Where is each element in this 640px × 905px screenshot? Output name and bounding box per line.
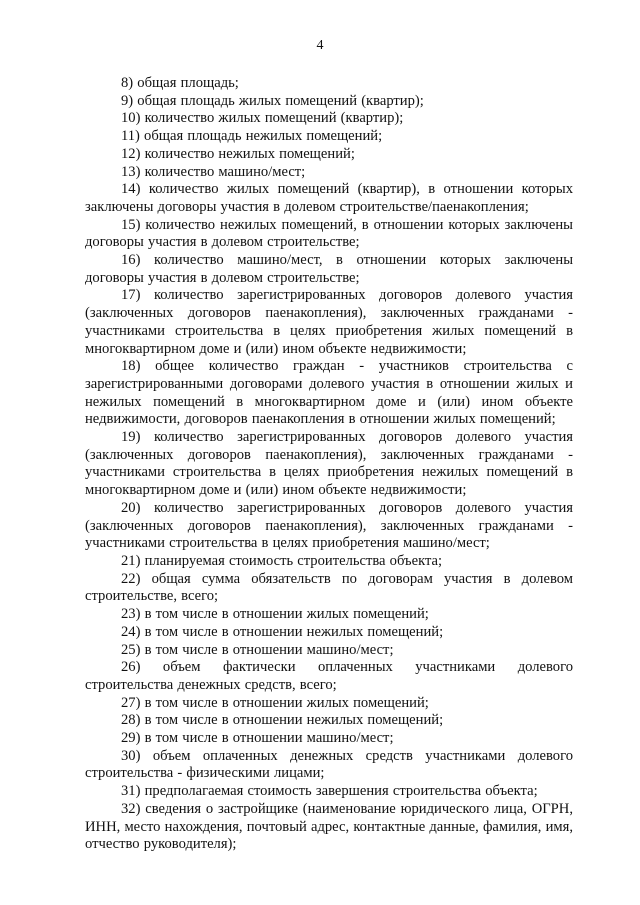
list-item: 30) объем оплаченных денежных средств участниками долевого строительства - физическими лицами; bbox=[85, 747, 573, 782]
list-item: 12) количество нежилых помещений; bbox=[121, 145, 355, 162]
list-item: 14) количество жилых помещений (квартир), в отношении которых заключены договоры участия в долевом строительстве/паенакопления; bbox=[85, 181, 573, 215]
list-item: 10) количество жилых помещений (квартир); bbox=[121, 110, 404, 127]
page-number: 4 bbox=[316, 38, 324, 53]
list-item: 8) общая площадь; bbox=[121, 75, 239, 91]
list-item: 27) в том числе в отношении жилых помещений; bbox=[121, 694, 429, 711]
list-item: 29) в том числе в отношении машино/мест; bbox=[121, 730, 394, 747]
list-item: 24) в том числе в отношении нежилых помещений; bbox=[121, 623, 444, 640]
list-item: 26) объем фактически оплаченных участниками долевого строительства денежных средств, всего; bbox=[85, 659, 573, 693]
list-item: 25) в том числе в отношении машино/мест; bbox=[121, 641, 394, 658]
list-item: 21) планируемая стоимость строительства объекта; bbox=[121, 552, 443, 569]
list-item: 31) предполагаемая стоимость завершения строительства объекта; bbox=[121, 783, 538, 800]
list-item: 13) количество машино/мест; bbox=[121, 163, 306, 180]
list-item: 17) количество зарегистрированных договоров долевого участия (заключенных договоров паенакопления), заключенных гражданами - участниками строительства в целях приобретения жилых помещений в многоквартирном доме и (или) ином объекте недвижимости; bbox=[85, 287, 573, 357]
list-item: 19) количество зарегистрированных договоров долевого участия (заключенных договоров паенакопления), заключенных гражданами - участниками строительства в целях приобретения нежилых помещений в многоквартирном доме и (или) ином объекте недвижимости; bbox=[85, 429, 573, 499]
document-body bbox=[85, 75, 573, 854]
list-item: 16) количество машино/мест, в отношении которых заключены договоры участия в долевом строительстве; bbox=[85, 252, 573, 286]
list-item: 11) общая площадь нежилых помещений; bbox=[121, 128, 383, 145]
list-item: 23) в том числе в отношении жилых помещений; bbox=[121, 606, 429, 623]
list-item: 20) количество зарегистрированных договоров долевого участия (заключенных договоров паенакопления), заключенных гражданами - участниками строительства в целях приобретения машино/мест; bbox=[85, 499, 573, 552]
list-item: 18) общее количество граждан - участников строительства с зарегистрированными договорами долевого участия в отношении жилых и нежилых помещений в многоквартирном доме и (или) ином объекте недвижимости, договоров паенакопления в отношении жилых помещений; bbox=[85, 358, 573, 428]
list-item: 32) сведения о застройщике (наименование юридического лица, ОГРН, ИНН, место нахождения, почтовый адрес, контактные данные, фамилия, имя, отчество руководителя); bbox=[85, 800, 573, 853]
list-item: 9) общая площадь жилых помещений (квартир); bbox=[121, 92, 424, 109]
list-item: 15) количество нежилых помещений, в отношении которых заключены договоры участия в долевом строительстве; bbox=[85, 216, 573, 251]
list-item: 22) общая сумма обязательств по договорам участия в долевом строительстве, всего; bbox=[85, 570, 573, 605]
list-item: 28) в том числе в отношении нежилых помещений; bbox=[121, 712, 444, 729]
